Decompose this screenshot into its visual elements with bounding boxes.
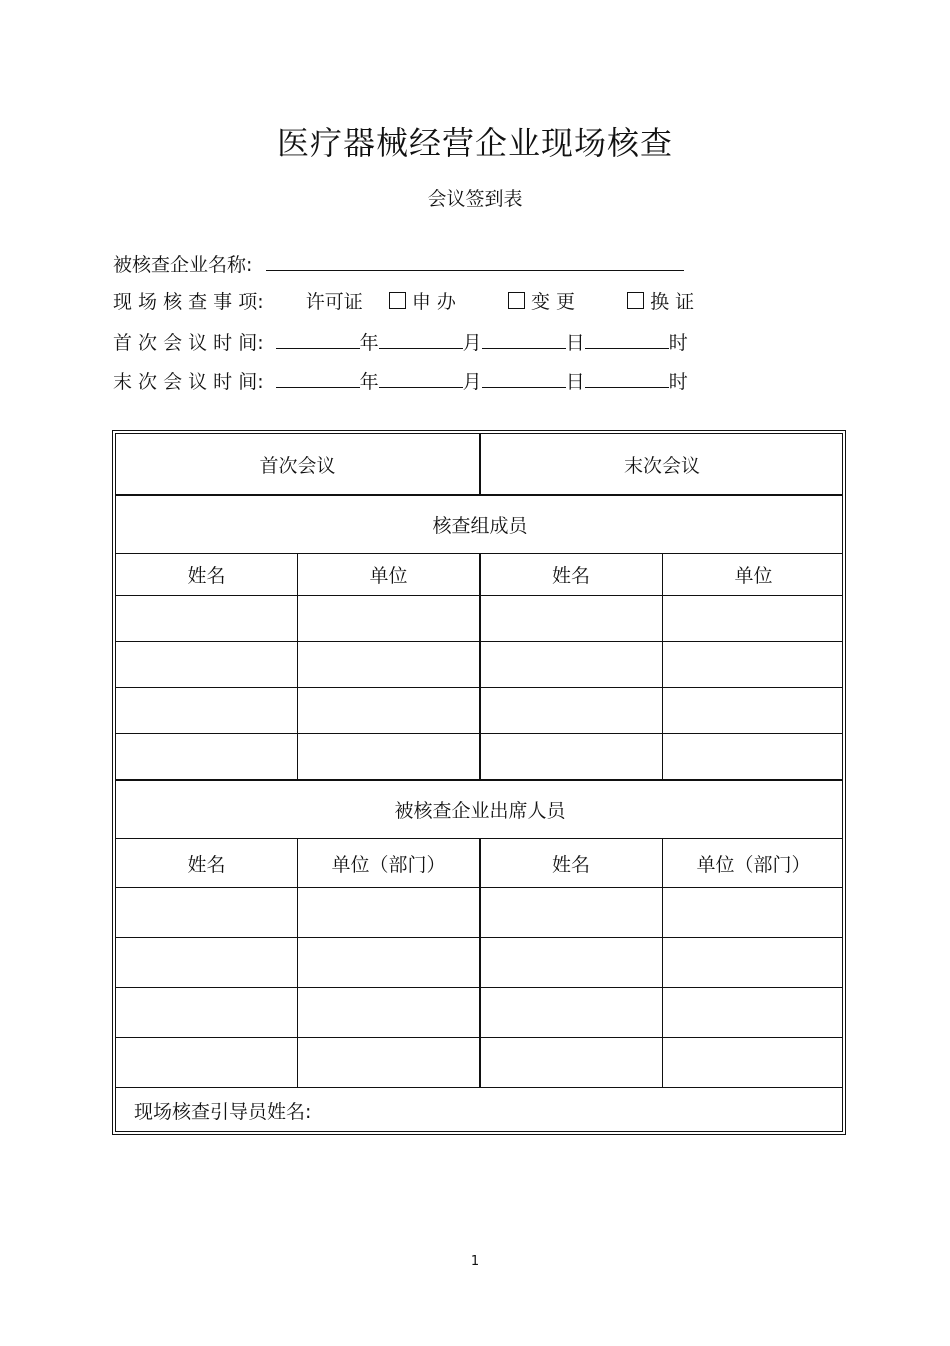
- company-name-field[interactable]: [266, 250, 684, 271]
- document-title: 医疗器械经营企业现场核查: [276, 124, 673, 162]
- team-name-column-header: 姓名: [551, 565, 590, 587]
- page-number: 1: [470, 1254, 480, 1269]
- last-meeting-time-label: 末 次 会 议 时 间:: [113, 371, 264, 393]
- team-name-column-header: 姓名: [187, 565, 226, 587]
- company-name-label: 被核查企业名称:: [113, 254, 253, 276]
- document-subtitle: 会议签到表: [427, 188, 523, 210]
- day-unit: 日: [565, 332, 585, 354]
- day-unit: 日: [565, 371, 585, 393]
- renew-checkbox[interactable]: [627, 292, 644, 309]
- first-month-field[interactable]: [379, 328, 463, 349]
- last-year-field[interactable]: [276, 367, 360, 388]
- option-renew-label: 换 证: [650, 291, 695, 313]
- guide-name-label: 现场核查引导员姓名:: [134, 1101, 312, 1123]
- company-name-row: [113, 250, 684, 276]
- option-license-label: 许可证: [305, 291, 363, 313]
- last-hour-field[interactable]: [585, 367, 669, 388]
- attendee-name-column-header: 姓名: [551, 853, 590, 876]
- last-day-field[interactable]: [482, 367, 566, 388]
- attendees-header: 被核查企业出席人员: [394, 799, 566, 822]
- first-hour-field[interactable]: [585, 328, 669, 349]
- apply-checkbox[interactable]: [389, 292, 406, 309]
- option-apply-label: 申 办: [411, 291, 456, 313]
- last-meeting-time-row: [113, 367, 688, 393]
- first-meeting-header: 首次会议: [259, 454, 336, 477]
- hour-unit: 时: [668, 371, 688, 393]
- month-unit: 月: [462, 371, 482, 393]
- inspection-items-label: 现 场 核 查 事 项:: [113, 291, 264, 313]
- month-unit: 月: [462, 332, 482, 354]
- attendee-name-column-header: 姓名: [187, 853, 226, 876]
- team-unit-column-header: 单位: [369, 565, 408, 587]
- first-year-field[interactable]: [276, 328, 360, 349]
- inspection-team-header: 核查组成员: [432, 514, 528, 537]
- team-unit-column-header: 单位: [734, 565, 773, 587]
- option-change-label: 变 更: [530, 291, 575, 313]
- attendee-unit-column-header: 单位（部门）: [696, 853, 811, 876]
- inspection-items-row: [113, 289, 694, 315]
- first-meeting-time-row: [113, 328, 688, 354]
- last-meeting-header: 末次会议: [623, 454, 700, 477]
- sign-in-table: [112, 430, 846, 1135]
- last-month-field[interactable]: [379, 367, 463, 388]
- first-meeting-time-label: 首 次 会 议 时 间:: [113, 332, 264, 354]
- first-day-field[interactable]: [482, 328, 566, 349]
- attendee-unit-column-header: 单位（部门）: [331, 853, 446, 876]
- hour-unit: 时: [668, 332, 688, 354]
- change-checkbox[interactable]: [508, 292, 525, 309]
- year-unit: 年: [359, 371, 379, 393]
- year-unit: 年: [359, 332, 379, 354]
- table-grid: [115, 433, 843, 1132]
